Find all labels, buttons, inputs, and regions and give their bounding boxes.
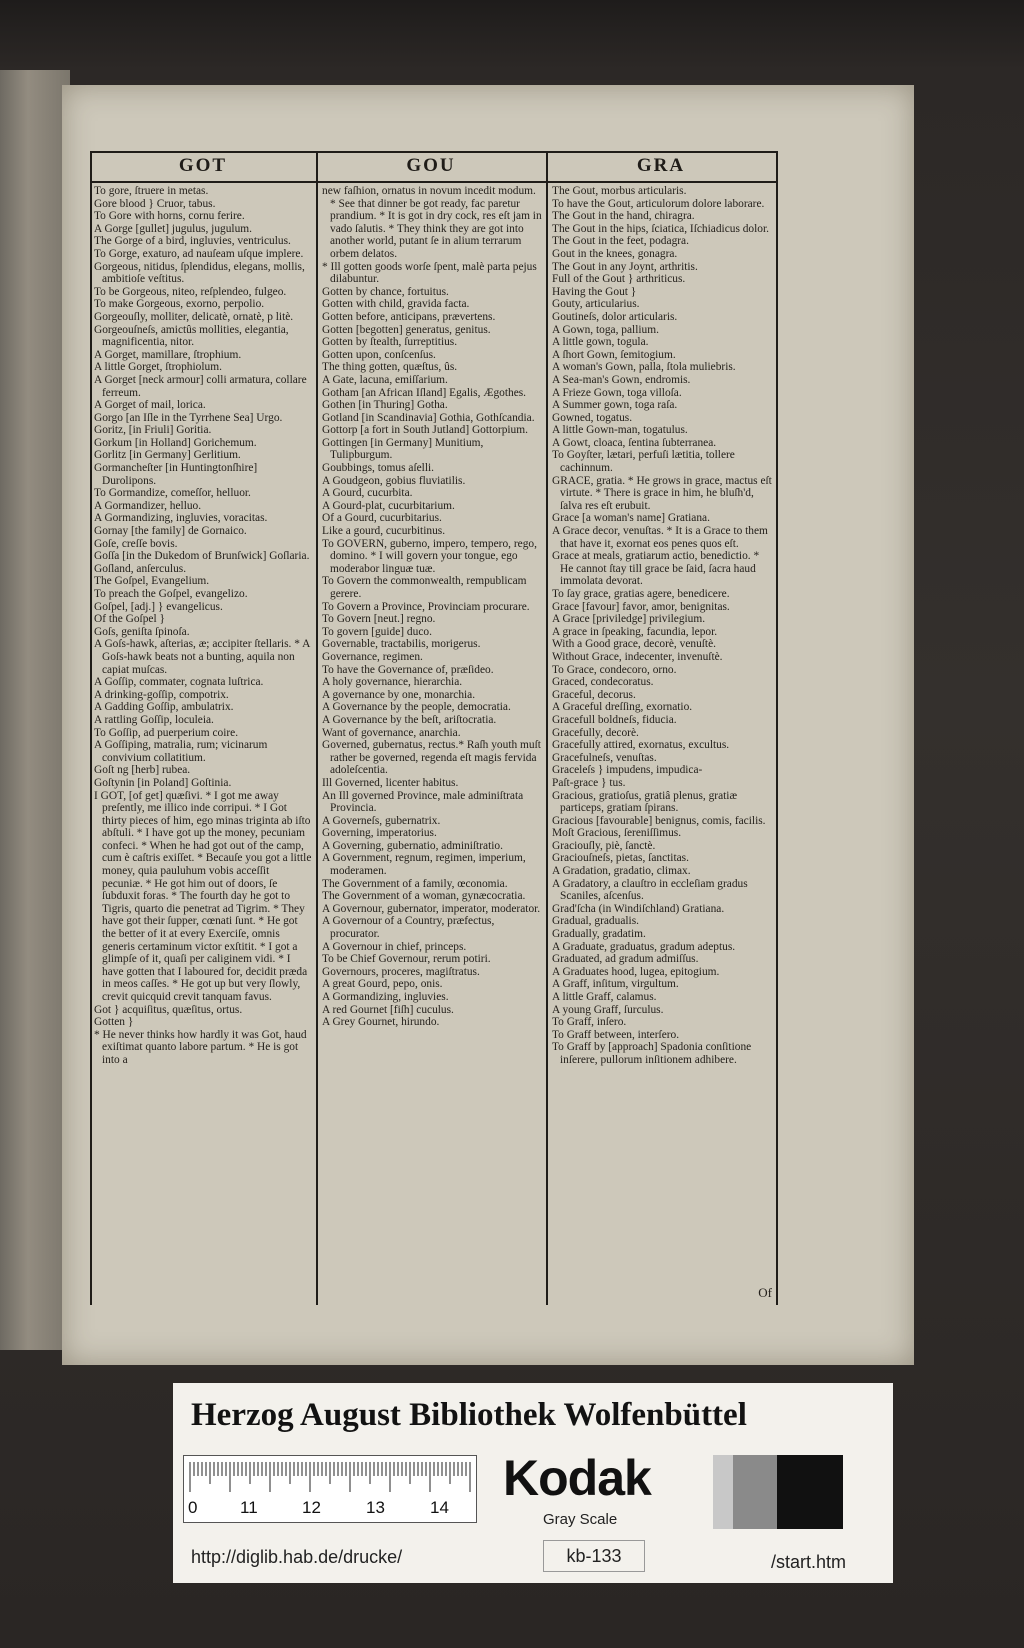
dictionary-entry: Graceleſs } impudens, impudica- <box>552 764 703 777</box>
dictionary-entry: Without Grace, indecenter, invenuſtè. <box>552 650 723 663</box>
dictionary-entry: Gracefully, decorè. <box>552 726 639 739</box>
dictionary-entry: A little gown, togula. <box>552 336 649 349</box>
dictionary-entry: Gottorp [a fort in South Jutland] Gottorpium. <box>322 424 528 437</box>
dictionary-entry: Want of governance, anarchia. <box>322 726 461 739</box>
gray-patch-dark <box>777 1455 843 1529</box>
dictionary-entry: The Gorge of a bird, ingluvies, ventriculus. <box>94 235 291 248</box>
kodak-logo: Kodak <box>503 1450 651 1506</box>
dictionary-entry: A Gorget of mail, lorica. <box>94 399 206 412</box>
dictionary-entry: To preach the Goſpel, evangelizo. <box>94 588 248 600</box>
dictionary-entry: Governance, regimen. <box>322 650 423 663</box>
right-frame-rule <box>776 153 778 1305</box>
dictionary-entry: Gotten upon, conſcenſus. <box>322 348 436 361</box>
dictionary-entry: A Government, regnum, regimen, imperium, moderamen. <box>322 852 526 878</box>
dictionary-entry: GRACE, gratia. * He grows in grace, mactus eſt virtute. * There is grace in him, he bluſh'd, ſalva res eſt erubuit. <box>552 474 772 512</box>
dictionary-entry: Gore blood } Cruor, tabus. <box>94 197 216 210</box>
dictionary-entry: To Graff by [approach] Spadonia conſitione inſerere, pullorum inſitionem adhibere. <box>552 1041 752 1066</box>
dictionary-entry: Graceful, decorus. <box>552 688 636 701</box>
dictionary-entry: A Goſs-hawk, aſterias, æ; accipiter ſtellaris. * A Goſs-hawk beats not a bunting, aquila non capiat muſcas. <box>94 638 310 676</box>
dictionary-entry: * He never thinks how hardly it was Got, haud exiſtimat quanto labore partum. * He is got into a <box>94 1028 307 1066</box>
dictionary-entry: To Gore with horns, cornu ferire. <box>94 210 245 223</box>
gray-scale-label: Gray Scale <box>543 1511 618 1528</box>
dictionary-entry: Got } acquiſitus, quæſitus, ortus. <box>94 1003 243 1016</box>
ruler-number: 13 <box>366 1498 385 1517</box>
start-path: /start.htm <box>771 1552 847 1572</box>
dictionary-entry: To Govern the commonwealth, rempublicam gerere. <box>322 575 527 600</box>
dictionary-entry: The Gout, morbus articularis. <box>552 185 687 197</box>
dictionary-entry: To have the Gout, articulorum dolore laborare. <box>552 197 765 210</box>
dictionary-entry: To Gorge, exaturo, ad nauſeam uſque implere. <box>94 247 304 260</box>
dictionary-entry: Governours, proceres, magiſtratus. <box>322 965 480 978</box>
dictionary-entry: A Gorget [neck armour] colli armatura, collare ferreum. <box>94 373 307 399</box>
dictionary-entry: Gowned, togatus. <box>552 411 633 424</box>
gray-patch-mid <box>733 1455 777 1529</box>
dictionary-entry: Goſs, geniſta ſpinoſa. <box>94 625 190 638</box>
column-rule-1 <box>316 153 318 1305</box>
header-gra: GRA <box>636 155 686 176</box>
dictionary-entry: To GOVERN, guberno, impero, tempero, rego, domino. * I will govern your tongue, ego moderabor linguæ tuæ. <box>322 537 537 575</box>
dictionary-entry: Governed, gubernatus, rectus.* Raſh youth muſt rather be governed, regenda eſt magis fervida adoleſcentia. <box>322 739 541 777</box>
dictionary-entry: A drinking-goſſip, compotrix. <box>94 688 229 701</box>
dictionary-entry: Grace [a woman's name] Gratiana. <box>552 512 710 525</box>
dictionary-entry: Gorkum [in Holland] Gorichemum. <box>94 436 257 449</box>
ruler-number: 11 <box>240 1498 258 1517</box>
dictionary-entry: A little Gown-man, togatulus. <box>552 424 688 437</box>
dictionary-entry: A Governour, gubernator, imperator, moderator. <box>322 902 541 915</box>
dictionary-entry: Gottingen [in Germany] Munitium, Tulipburgum. <box>322 436 484 462</box>
dictionary-entry: Goſtynin [in Poland] Goſtinia. <box>94 776 232 789</box>
dictionary-entry: Goutineſs, dolor articularis. <box>552 310 678 323</box>
dictionary-entry: The Goſpel, Evangelium. <box>94 575 210 588</box>
column-gou <box>322 185 542 1295</box>
library-url: http://diglib.hab.de/drucke/ <box>191 1547 403 1567</box>
dictionary-entry: Gotten by ſtealth, ſurreptitius. <box>322 336 458 349</box>
dictionary-entry: The Gout in the feet, podagra. <box>552 235 689 248</box>
dictionary-entry: To Graff between, interſero. <box>552 1028 680 1041</box>
header-gou: GOU <box>406 155 456 176</box>
library-name: Herzog August Bibliothek Wolfenbüttel <box>191 1397 747 1433</box>
dictionary-entry: Goſpel, [adj.] } evangelicus. <box>94 600 223 613</box>
dictionary-entry: Gorgeouſneſs, amictûs mollities, elegantia, magnificentia, nitor. <box>94 323 289 349</box>
dictionary-entry: A Gown, toga, pallium. <box>552 323 659 336</box>
dictionary-entry: With a Good grace, decorè, venuſtè. <box>552 638 717 651</box>
dictionary-entry: Goſt ng [herb] rubea. <box>94 764 191 777</box>
dictionary-entry: A red Gournet [fiſh] cuculus. <box>322 1003 454 1016</box>
dictionary-entry: Gotten by chance, fortuitus. <box>322 285 449 298</box>
dictionary-entry: Gracious [favourable] benignus, comis, facilis. <box>552 814 766 827</box>
dictionary-entry: The Government of a family, œconomia. <box>322 877 508 890</box>
dictionary-entry: To Grace, condecoro, orno. <box>552 663 677 676</box>
dictionary-entry: A Governing, gubernatio, adminiſtratio. <box>322 839 503 852</box>
dictionary-entry: Governing, imperatorius. <box>322 827 437 840</box>
shelfmark: kb-133 <box>543 1540 645 1572</box>
column-rule-2 <box>546 153 548 1305</box>
dictionary-entry: Gotten before, anticipans, prævertens. <box>322 310 496 323</box>
dictionary-entry: To govern [guide] duco. <box>322 625 432 638</box>
dictionary-entry: Like a gourd, cucurbitinus. <box>322 525 446 538</box>
dictionary-entry: Gracefull boldneſs, fiducia. <box>552 713 677 726</box>
ruler-number: 14 <box>430 1498 449 1517</box>
dictionary-entry: A Frieze Gown, toga villoſa. <box>552 386 682 399</box>
dictionary-entry: The Gout in any Joynt, arthritis. <box>552 260 698 273</box>
dictionary-entry: To Gormandize, comeſſor, helluor. <box>94 487 251 500</box>
header-got: GOT <box>178 155 228 176</box>
scale-ruler <box>183 1455 477 1523</box>
dictionary-entry: A Grace [priviledge] privilegium. <box>552 613 706 626</box>
dictionary-entry: The Gout in the hips, ſciatica, Iſchiadicus dolor. <box>552 222 769 235</box>
dictionary-entry: Gotten } <box>94 1016 134 1029</box>
dictionary-entry: A Gormandizing, ingluvies. <box>322 991 449 1003</box>
dictionary-entry: To ſay grace, gratias agere, benedicere. <box>552 588 730 600</box>
dictionary-entry: Goritz, [in Friuli] Goritia. <box>94 424 212 437</box>
dictionary-entry: A Summer gown, toga raſa. <box>552 399 678 412</box>
dictionary-entry: Gracefully attired, exornatus, excultus. <box>552 739 730 752</box>
dictionary-entry: Of the Goſpel } <box>94 613 165 626</box>
dictionary-entry: new faſhion, ornatus in novum incedit modum. * See that dinner be got ready, fac paretur prandium. * It is got in dry cock, res eſt jam in vado ſalutis. * They think they are got into another world, putant ſe in alium terrarum orbem delatos. <box>322 185 542 260</box>
dictionary-entry: A Governance by the people, democratia. <box>322 701 511 714</box>
dictionary-entry: Grace [favour] favor, amor, benignitas. <box>552 600 730 613</box>
dictionary-entry: Gradual, gradualis. <box>552 915 639 928</box>
dictionary-entry: Gotten [begotten] generatus, genitus. <box>322 323 491 336</box>
dictionary-entry: A Goſſip, commater, cognata luſtrica. <box>94 676 264 689</box>
dictionary-entry: A Sea-man's Gown, endromis. <box>552 373 691 386</box>
dictionary-entry: A governance by one, monarchia. <box>322 688 476 701</box>
dictionary-entry: A Gradatory, a clauſtro in eccleſiam gradus Scaniles, aſcenſus. <box>552 877 748 903</box>
dictionary-entry: Gotten with child, gravida facta. <box>322 298 470 311</box>
dictionary-entry: A Gadding Goſſip, ambulatrix. <box>94 701 234 714</box>
dictionary-entry: A Gorget, mamillare, ſtrophium. <box>94 348 242 361</box>
dictionary-entry: Full of the Gout } arthriticus. <box>552 273 686 286</box>
dictionary-entry: Gorlitz [in Germany] Gerlitium. <box>94 449 241 462</box>
dictionary-entry: A Gradation, gradatio, climax. <box>552 865 691 878</box>
dictionary-entry: Gornay [the family] de Gornaico. <box>94 525 247 538</box>
dictionary-entry: Paſt-grace } tus. <box>552 776 626 789</box>
dictionary-entry: Goubbings, tomus aſelli. <box>322 462 435 475</box>
dictionary-entry: Graduated, ad gradum admiſſus. <box>552 953 699 966</box>
dictionary-entry: A Gormandizing, ingluvies, voracitas. <box>94 512 268 525</box>
dictionary-entry: A Goudgeon, gobius fluviatilis. <box>322 474 466 487</box>
dictionary-entry: A rattling Goſſip, loculeia. <box>94 713 214 726</box>
dictionary-entry: Ill Governed, licenter habitus. <box>322 776 459 789</box>
dictionary-entry: A little Gorget, ſtrophiolum. <box>94 361 222 374</box>
dictionary-entry: To make Gorgeous, exorno, perpolio. <box>94 298 265 311</box>
dictionary-entry: Gothen [in Thuring] Gotha. <box>322 399 448 412</box>
dictionary-entry: To Goſſip, ad puerperium coire. <box>94 726 239 739</box>
dictionary-entry: A Graceful dreſſing, exornatio. <box>552 701 693 714</box>
library-target-card <box>173 1383 893 1583</box>
dictionary-entry: To Graff, inſero. <box>552 1016 627 1029</box>
dictionary-entry: A Gormandizer, helluo. <box>94 499 202 512</box>
dictionary-entry: Having the Gout } <box>552 285 637 298</box>
dictionary-entry: A Gowt, cloaca, ſentina ſubterranea. <box>552 436 717 449</box>
dictionary-entry: Gout in the knees, gonagra. <box>552 247 678 260</box>
dictionary-entry: Goſland, anſerculus. <box>94 562 187 575</box>
dictionary-entry: A Grace decor, venuſtas. * It is a Grace to them that have it, exornat eos penes quos eſt. <box>552 525 768 550</box>
left-frame-rule <box>90 153 92 1305</box>
ruler-number: 0 <box>188 1498 198 1517</box>
column-got <box>94 185 312 1295</box>
dictionary-entry: Graciouſly, piè, ſanctè. <box>552 839 656 852</box>
dictionary-entry: An Ill governed Province, male adminiſtrata Provincia. <box>322 789 524 815</box>
dictionary-entry: Gouty, articularius. <box>552 298 640 311</box>
dictionary-entry: To be Chief Governour, rerum potiri. <box>322 953 491 966</box>
dictionary-entry: A Graduates hood, lugea, epitogium. <box>552 965 720 978</box>
dictionary-entry: A Governour in chief, princeps. <box>322 940 467 953</box>
dictionary-entry: A Grey Gournet, hirundo. <box>322 1016 440 1029</box>
dictionary-entry: A holy governance, hierarchia. <box>322 676 463 689</box>
dictionary-entry: Gracefulneſs, venuſtas. <box>552 751 657 764</box>
dictionary-entry: Goſſa [in the Dukedom of Brunſwick] Goſlaria. <box>94 550 310 563</box>
dictionary-entry: A Gate, lacuna, emiſſarium. <box>322 373 448 386</box>
dictionary-entry: A Gorge [gullet] jugulus, jugulum. <box>94 222 252 235</box>
dictionary-entry: I GOT, [of get] quæſivi. * I got me away preſently, me illico inde corripui. * I Got thirty pieces of him, ego minas triginta ab iſto abſtuli. * I have got up the money, pecuniam confeci. * When he had got out of the camp, cum è caſtris exiſſet. * Becauſe you got a little money, quia pauluhum vobis acceſſit pecuniæ. * He got him out of doors, ſe ſubduxit foras. * The fourth day he got to Tigris, quarto die penetrat ad Tigrim. * They have got their ſupper, cœnati ſunt. * He got the better of it at every Exerciſe, omnis generis certaminum victor exſtitit. * I got a glimpſe of it, quaſi per caliginem vidi. * I have gotten that I laboured for, decidit præda in meos caſſes. * He got up but very ſlowly, crevit quicquid crevit tanquam favus. <box>94 789 312 1003</box>
ruler-number: 12 <box>302 1498 321 1517</box>
dictionary-entry: A great Gourd, pepo, onis. <box>322 978 443 991</box>
dictionary-entry: Goſe, creſſe bovis. <box>94 537 178 550</box>
dictionary-entry: To Govern [neut.] regno. <box>322 613 436 626</box>
dictionary-entry: Graced, condecoratus. <box>552 676 654 689</box>
dictionary-entry: A little Graff, calamus. <box>552 991 657 1003</box>
dictionary-entry: To Govern a Province, Provinciam procurare. <box>322 600 530 613</box>
dictionary-entry: * Ill gotten goods worſe ſpent, malè parta pejus dilabuntur. <box>322 260 537 286</box>
dictionary-entry: A Goſſiping, matralia, rum; vicinarum convivium collatitium. <box>94 739 268 764</box>
dictionary-entry: The Gout in the hand, chiragra. <box>552 210 695 223</box>
dictionary-entry: Graciouſneſs, pietas, ſanctitas. <box>552 852 689 865</box>
dictionary-entry: Grace at meals, gratiarum actio, benedictio. * He cannot ſtay till grace be ſaid, ſacra haud immolata devorat. <box>552 550 760 588</box>
dictionary-page-frame <box>90 153 778 1305</box>
dictionary-entry: Gotland [in Scandinavia] Gothia, Gothſcandia. <box>322 411 535 424</box>
dictionary-entry: Gorgeous, nitidus, ſplendidus, elegans, mollis, ambitioſe veſtitus. <box>94 260 305 286</box>
header-top-rule <box>90 151 778 153</box>
dictionary-entry: A young Graff, ſurculus. <box>552 1003 664 1016</box>
ruler-ticks <box>188 1462 472 1494</box>
dictionary-entry: Gorgeouſly, molliter, delicatè, ornatè, p litè. <box>94 310 294 323</box>
dictionary-entry: The thing gotten, quæſtus, ûs. <box>322 361 458 374</box>
dictionary-entry: The Government of a woman, gynæcocratia. <box>322 890 526 903</box>
dictionary-entry: Moſt Gracious, ſereniſſimus. <box>552 827 682 840</box>
dictionary-entry: A Gourd-plat, cucurbitarium. <box>322 499 455 512</box>
dictionary-entry: Of a Gourd, cucurbitarius. <box>322 512 442 525</box>
dictionary-entry: Governable, tractabilis, morigerus. <box>322 638 481 651</box>
previous-page-edge <box>0 70 70 1350</box>
dictionary-entry: Gormancheſter [in Huntingtonſhire] Durolipons. <box>94 462 258 487</box>
dictionary-entry: Gotham [an African Iſland] Egalis, Ægothes. <box>322 386 527 399</box>
dictionary-entry: A Governance by the beſt, ariſtocratia. <box>322 713 497 726</box>
dictionary-entry: A woman's Gown, palla, ſtola muliebris. <box>552 361 736 374</box>
dictionary-entry: A Graff, inſitum, virgultum. <box>552 978 679 991</box>
dictionary-entry: A Governour of a Country, præfectus, procurator. <box>322 915 495 941</box>
column-gra <box>552 185 772 1277</box>
dictionary-entry: A Graduate, graduatus, gradum adeptus. <box>552 940 736 953</box>
dictionary-entry: To have the Governance of, præſideo. <box>322 663 494 676</box>
header-bottom-rule <box>90 181 778 183</box>
dictionary-entry: Gradually, gradatim. <box>552 928 646 941</box>
dictionary-entry: Gorgo [an Iſle in the Tyrrhene Sea] Urgo. <box>94 411 283 424</box>
catchword: Of <box>758 1285 772 1300</box>
dictionary-entry: To Goyſter, lætari, perfuſi lætitia, tollere cachinnum. <box>552 449 735 475</box>
dictionary-entry: To gore, ſtruere in metas. <box>94 185 209 197</box>
dictionary-entry: Grad'ſcha (in Windiſchland) Gratiana. <box>552 902 725 915</box>
dictionary-entry: A grace in ſpeaking, facundia, lepor. <box>552 625 718 638</box>
dictionary-entry: A Governeſs, gubernatrix. <box>322 814 441 827</box>
dictionary-entry: A ſhort Gown, ſemitogium. <box>552 348 676 361</box>
dictionary-entry: To be Gorgeous, niteo, reſplendeo, fulgeo. <box>94 285 287 298</box>
dictionary-entry: Gracious, gratioſus, gratiâ plenus, gratiæ particeps, gratiam ſpirans. <box>552 789 738 815</box>
dictionary-entry: A Gourd, cucurbita. <box>322 487 413 500</box>
